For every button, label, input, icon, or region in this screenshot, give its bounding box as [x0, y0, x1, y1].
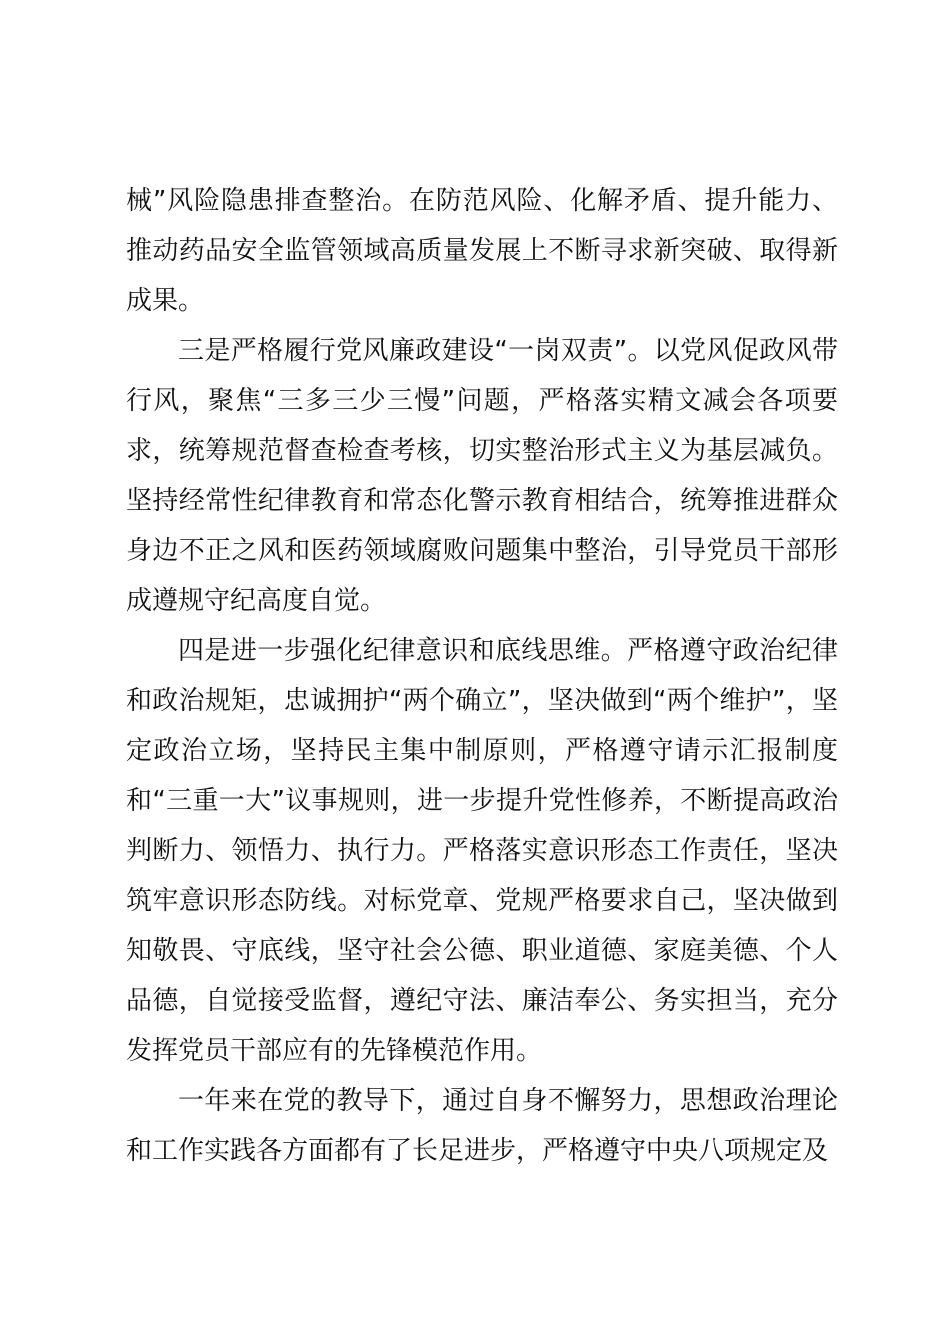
paragraph-discipline: 四是进一步强化纪律意识和底线思维。严格遵守政治纪律和政治规矩，忠诚拥护“两个确立”，坚决做到“两个维护”，坚定政治立场，坚持民主集中制原则，严格遵守请示汇报制度和“三重一大”议事规则，进一步提升党性修养，不断提高政治判断力、领悟力、执行力。严格落实意识形态工作责任，坚决筑牢意识形态防线。对标党章、党规严格要求自己，坚决做到知敬畏、守底线，坚守社会公德、职业道德、家庭美德、个人品德，自觉接受监督，遵纪守法、廉洁奉公、务实担当，充分发挥党员干部应有的先锋模范作用。: [126, 636, 838, 1066]
paragraph-year-summary: 一年来在党的教导下，通过自身不懈努力，思想政治理论和工作实践各方面都有了长足进步，严格遵守中央八项规定及: [126, 1086, 838, 1166]
document-body: [126, 176, 838, 1176]
paragraph-party-conduct: 三是严格履行党风廉政建设“一岗双责”。以党风促政风带行风，聚焦“三多三少三慢”问题，严格落实精文减会各项要求，统筹规范督查检查考核，切实整治形式主义为基层减负。坚持经常性纪律教育和常态化警示教育相结合，统筹推进群众身边不正之风和医药领域腐败问题集中整治，引导党员干部形成遵规守纪高度自觉。: [126, 336, 838, 616]
paragraph-continuation: 械”风险隐患排查整治。在防范风险、化解矛盾、提升能力、推动药品安全监管领域高质量发展上不断寻求新突破、取得新成果。: [126, 186, 838, 316]
